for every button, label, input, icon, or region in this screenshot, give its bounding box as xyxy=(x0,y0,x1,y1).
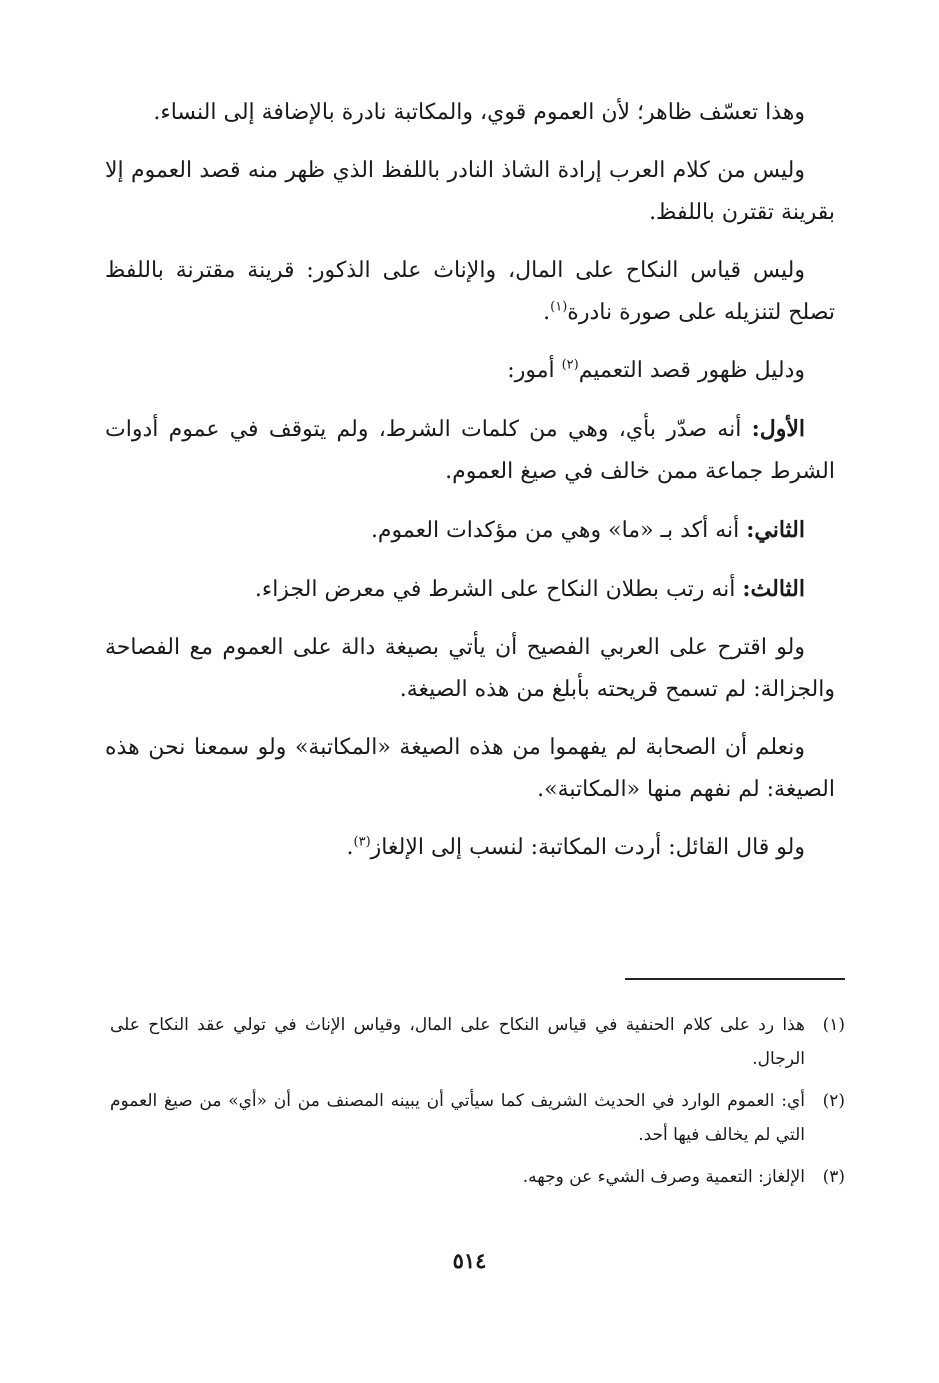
footnote-separator xyxy=(625,978,845,980)
paragraph-8 xyxy=(105,627,835,711)
paragraph-4-text: ودليل ظهور قصد التعميم xyxy=(578,358,805,383)
paragraph-2 xyxy=(105,150,835,234)
paragraph-7-text: أنه رتب بطلان النكاح على الشرط في معرض الجزاء. xyxy=(254,577,743,602)
paragraph-2-text: وليس من كلام العرب إرادة الشاذ النادر باللفظ الذي ظهر منه قصد العموم إلا بقرينة تقترن باللفظ. xyxy=(105,158,835,225)
paragraph-3-text: وليس قياس النكاح على المال، والإناث على الذكور: قرينة مقترنة باللفظ تصلح لتنزيله على صورة نادرة xyxy=(105,258,835,325)
paragraph-10 xyxy=(105,827,835,869)
paragraph-5-text: أنه صدّر بأي، وهي من كلمات الشرط، ولم يتوقف في عموم أدوات الشرط جماعة ممن خالف في صيغ العموم. xyxy=(105,417,835,484)
paragraph-8-text: ولو اقترح على العربي الفصيح أن يأتي بصيغة دالة على العموم مع الفصاحة والجزالة: لم تسمح قريحته بأبلغ من هذه الصيغة. xyxy=(105,635,835,702)
paragraph-6-text: أنه أكد بـ «ما» وهي من مؤكدات العموم. xyxy=(370,518,747,543)
footnote-3-text: الإلغاز: التعمية وصرف الشيء عن وجهه. xyxy=(522,1167,805,1187)
paragraph-3 xyxy=(105,250,835,334)
paragraph-1 xyxy=(105,92,835,134)
footnote-ref-1[interactable]: (١) xyxy=(550,299,568,315)
paragraph-9 xyxy=(105,727,835,811)
footnote-3-number: (٣) xyxy=(822,1167,845,1187)
paragraph-5-lead: الأول: xyxy=(751,416,805,442)
footnote-2-text: أي: العموم الوارد في الحديث الشريف كما سيأتي أن يبينه المصنف من أن «أي» من صيغ العموم التي لم يخالف فيها أحد. xyxy=(110,1091,805,1145)
paragraph-4 xyxy=(105,350,835,392)
paragraph-7 xyxy=(105,568,835,611)
page-number: ٥١٤ xyxy=(452,1248,487,1273)
footnote-ref-2[interactable]: (٢) xyxy=(561,357,579,373)
paragraph-6-lead: الثاني: xyxy=(746,517,805,543)
paragraph-6 xyxy=(105,509,835,552)
paragraph-3-tail: . xyxy=(543,300,551,325)
paragraph-10-tail: . xyxy=(346,835,354,860)
footnote-1 xyxy=(110,1008,845,1076)
paragraph-7-lead: الثالث: xyxy=(742,576,805,602)
main-text xyxy=(105,92,835,869)
footnote-2-number: (٢) xyxy=(822,1091,845,1111)
footnotes xyxy=(110,1008,845,1202)
paragraph-5 xyxy=(105,408,835,493)
paragraph-1-text: وهذا تعسّف ظاهر؛ لأن العموم قوي، والمكاتبة نادرة بالإضافة إلى النساء. xyxy=(153,100,805,125)
paragraph-10-text: ولو قال القائل: أردت المكاتبة: لنسب إلى الإلغاز xyxy=(370,835,805,860)
paragraph-4-tail: أمور: xyxy=(507,358,562,383)
footnote-ref-3[interactable]: (٣) xyxy=(353,834,371,850)
footnote-2 xyxy=(110,1084,845,1152)
footnote-1-text: هذا رد على كلام الحنفية في قياس النكاح على المال، وقياس الإناث في تولي عقد النكاح على الرجال. xyxy=(110,1015,805,1069)
paragraph-9-text: ونعلم أن الصحابة لم يفهموا من هذه الصيغة «المكاتبة» ولو سمعنا نحن هذه الصيغة: لم نفهم منها «المكاتبة». xyxy=(105,735,835,802)
footnote-1-number: (١) xyxy=(822,1015,845,1035)
footnote-3 xyxy=(110,1160,845,1194)
